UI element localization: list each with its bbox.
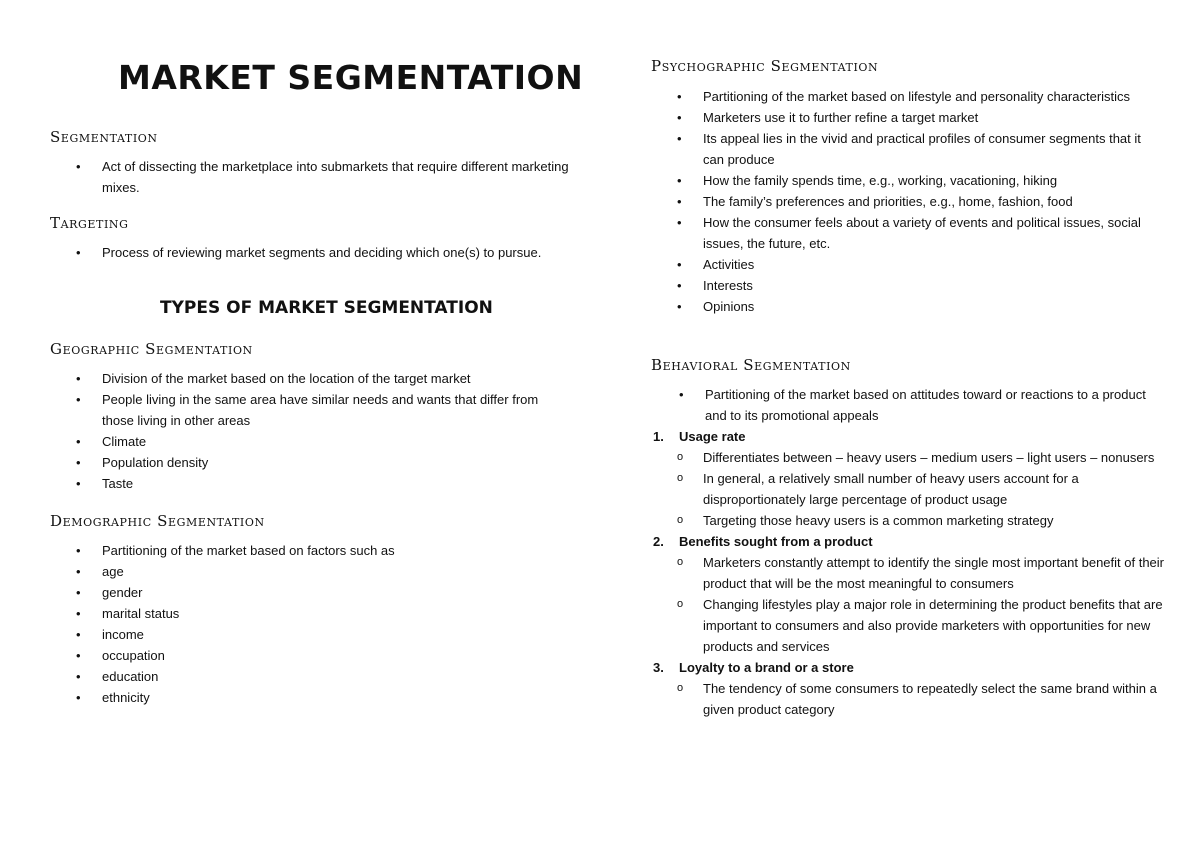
targeting-list xyxy=(50,242,555,263)
item-number: 3. xyxy=(653,660,664,675)
sub-item: o Differentiates between – heavy users – medium users – light users – nonusers xyxy=(651,447,1165,468)
list-item: • Process of reviewing market segments and deciding which one(s) to pursue. xyxy=(50,242,555,263)
list-item: • Opinions xyxy=(651,296,1156,317)
demographic-heading: Demographic Segmentation xyxy=(50,512,265,530)
sub-item: o The tendency of some consumers to repeatedly select the same brand within a given product category xyxy=(651,678,1165,720)
list-item: • marital status xyxy=(50,603,570,624)
list-item: • Climate xyxy=(50,431,570,452)
psychographic-heading: Psychographic Segmentation xyxy=(651,57,879,75)
list-item: • Taste xyxy=(50,473,570,494)
list-item: • Marketers use it to further refine a target market xyxy=(651,107,1156,128)
list-item: • occupation xyxy=(50,645,570,666)
list-item: • Interests xyxy=(651,275,1156,296)
geographic-heading: Geographic Segmentation xyxy=(50,340,253,358)
behavioral-numbered-list xyxy=(651,426,1165,720)
list-item: • education xyxy=(50,666,570,687)
targeting-heading: Targeting xyxy=(50,214,129,232)
behavioral-intro-list xyxy=(653,384,1165,426)
psychographic-list xyxy=(651,86,1156,317)
sub-item: o Changing lifestyles play a major role in determining the product benefits that are important to consumers and also provide marketers with opportunities for new products and services xyxy=(651,594,1165,657)
segmentation-heading: Segmentation xyxy=(50,128,158,146)
sub-item: o In general, a relatively small number of heavy users account for a disproportionately large percentage of product usage xyxy=(651,468,1165,510)
behavioral-heading: Behavioral Segmentation xyxy=(651,356,851,374)
list-item: • Partitioning of the market based on lifestyle and personality characteristics xyxy=(651,86,1156,107)
sub-list xyxy=(651,678,1165,720)
list-item: • Act of dissecting the marketplace into submarkets that require different marketing mixes. xyxy=(50,156,590,198)
list-item: • Division of the market based on the location of the target market xyxy=(50,368,570,389)
sub-item: o Marketers constantly attempt to identify the single most important benefit of their product that will be the most meaningful to consumers xyxy=(651,552,1165,594)
list-item: • People living in the same area have similar needs and wants that differ from those living in other areas xyxy=(50,389,570,431)
item-label: Usage rate xyxy=(679,429,746,444)
list-item: • income xyxy=(50,624,570,645)
list-item: • gender xyxy=(50,582,570,603)
sub-list xyxy=(651,552,1165,657)
list-item: • Activities xyxy=(651,254,1156,275)
list-item: • Population density xyxy=(50,452,570,473)
demographic-list xyxy=(50,540,570,708)
item-number: 1. xyxy=(653,429,664,444)
item-number: 2. xyxy=(653,534,664,549)
page-title: MARKET SEGMENTATION xyxy=(118,58,584,97)
sub-list xyxy=(651,447,1165,531)
item-label: Loyalty to a brand or a store xyxy=(679,660,854,675)
numbered-item xyxy=(651,657,1165,720)
list-item: • Its appeal lies in the vivid and practical profiles of consumer segments that it can produce xyxy=(651,128,1156,170)
list-item: • Partitioning of the market based on factors such as xyxy=(50,540,570,561)
numbered-item xyxy=(651,531,1165,657)
list-item: • How the consumer feels about a variety of events and political issues, social issues, the future, etc. xyxy=(651,212,1156,254)
numbered-item xyxy=(651,426,1165,531)
geographic-list xyxy=(50,368,570,494)
list-item: • Partitioning of the market based on attitudes toward or reactions to a product and to its promotional appeals xyxy=(653,384,1165,426)
list-item: • ethnicity xyxy=(50,687,570,708)
list-item: • age xyxy=(50,561,570,582)
list-item: • How the family spends time, e.g., working, vacationing, hiking xyxy=(651,170,1156,191)
sub-item: o Targeting those heavy users is a common marketing strategy xyxy=(651,510,1165,531)
item-label: Benefits sought from a product xyxy=(679,534,873,549)
segmentation-list xyxy=(50,156,590,198)
types-subtitle: TYPES OF MARKET SEGMENTATION xyxy=(160,298,493,318)
list-item: • The family’s preferences and priorities, e.g., home, fashion, food xyxy=(651,191,1156,212)
